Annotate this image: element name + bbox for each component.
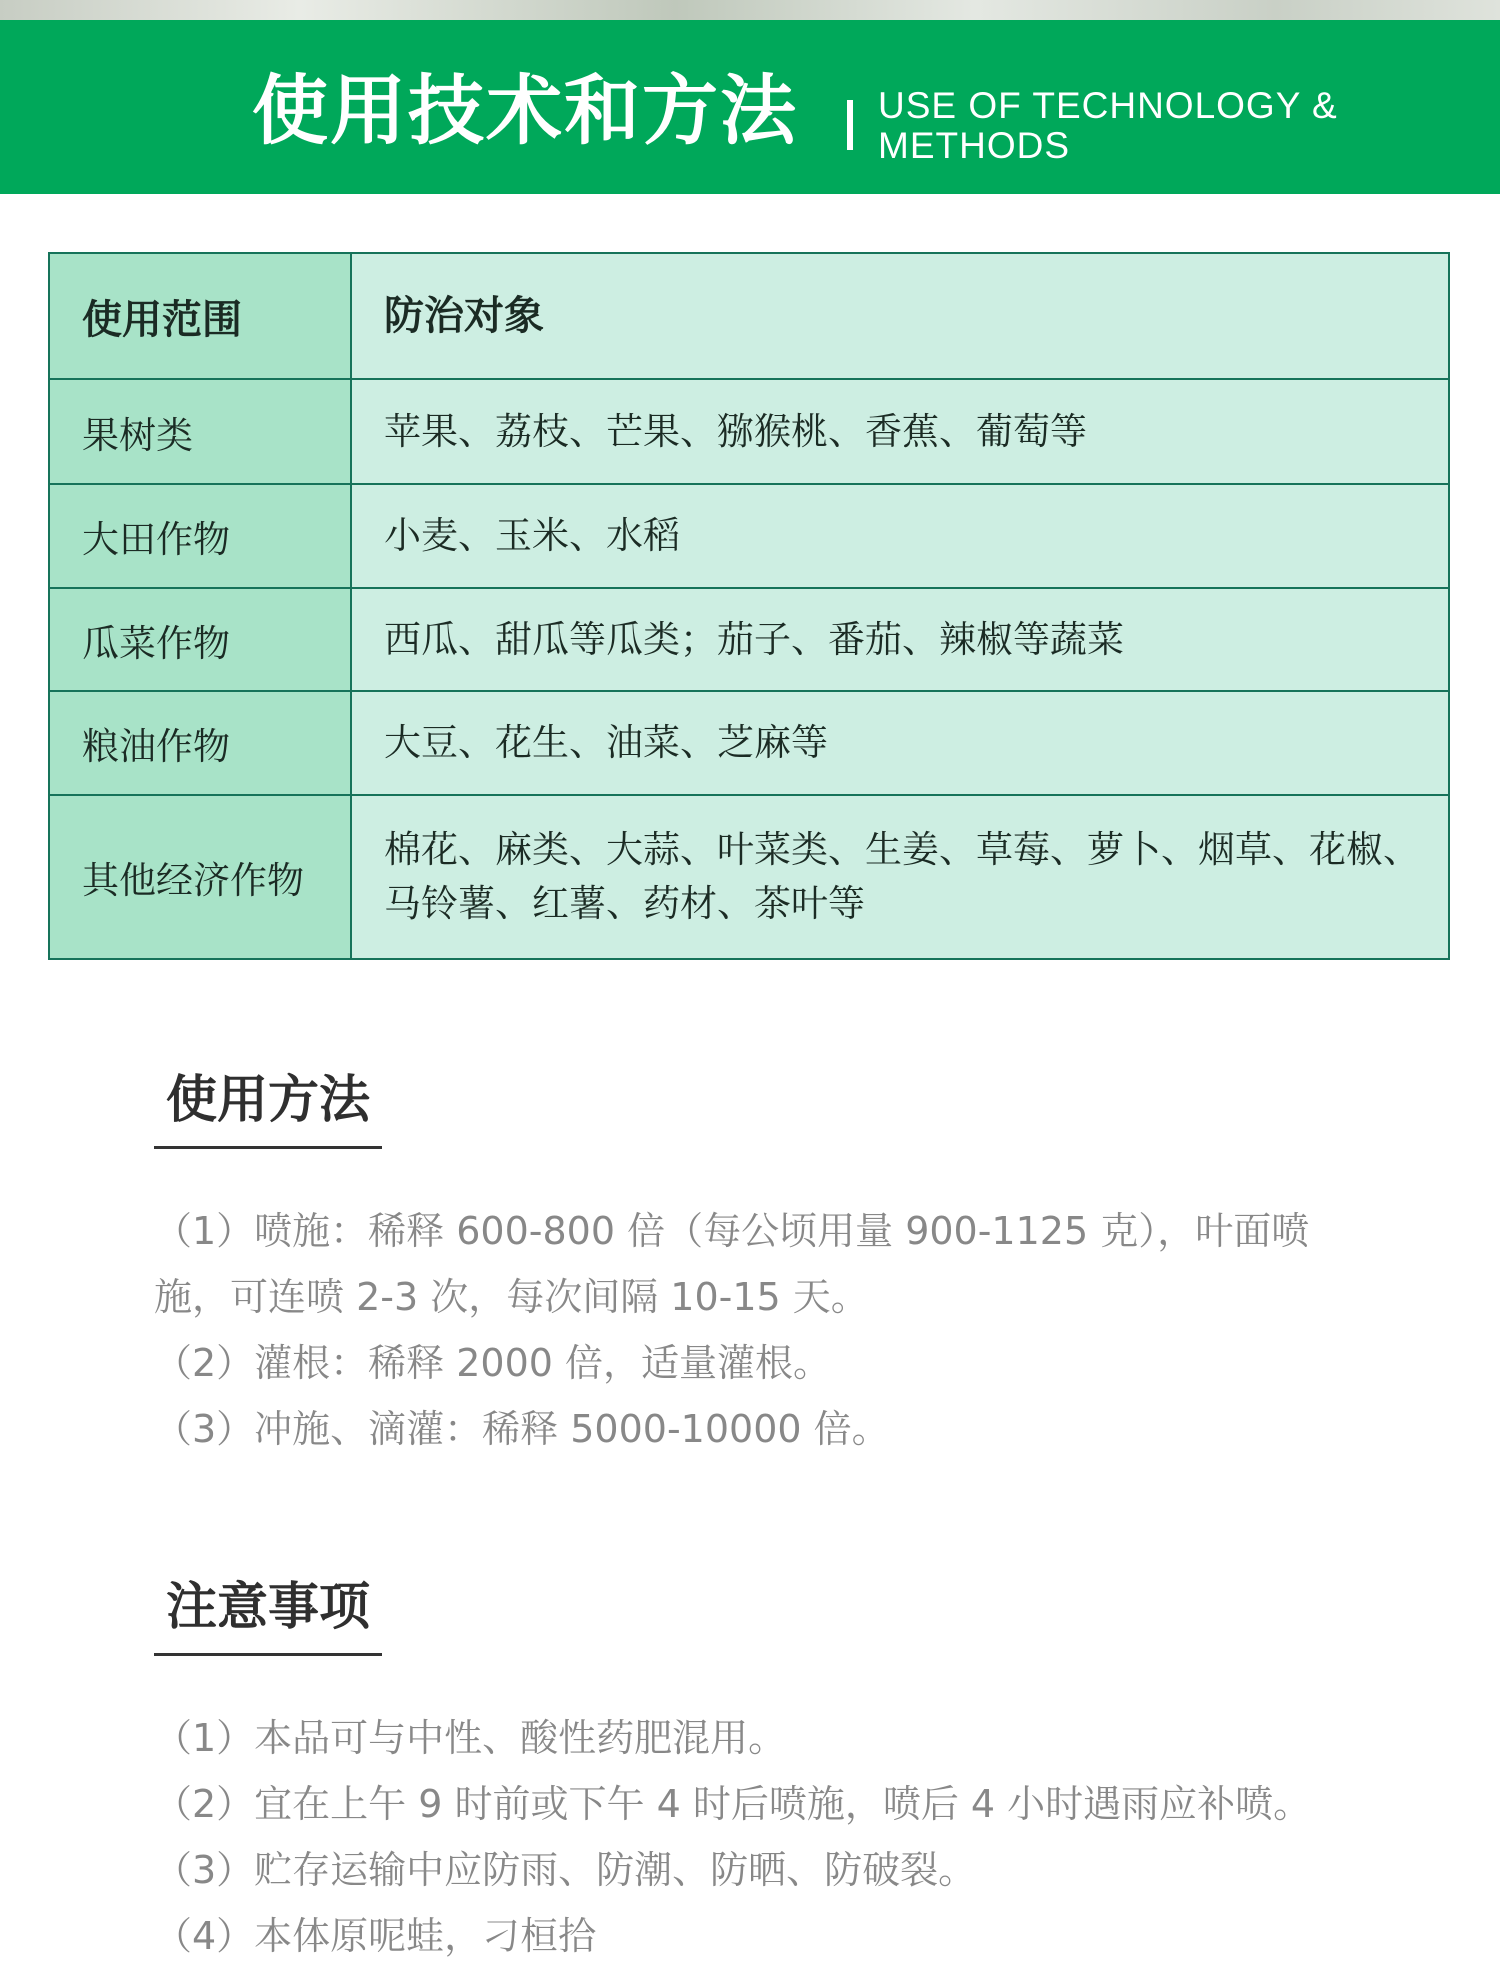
- notes-section-title: 注意事项: [154, 1575, 382, 1656]
- usage-item: （3）冲施、滴灌：稀释 5000-10000 倍。: [154, 1407, 890, 1451]
- table-row: [50, 692, 1448, 796]
- notes-item: （4）本体原呢蛙，刁桓拾: [154, 1914, 597, 1958]
- row-target: 苹果、荔枝、芒果、猕猴桃、香蕉、葡萄等: [384, 409, 1087, 453]
- row-scope: 瓜菜作物: [50, 589, 352, 690]
- notes-list: [154, 1705, 1354, 1969]
- row-target: 棉花、麻类、大蒜、叶菜类、生姜、草莓、萝卜、烟草、花椒、马铃薯、红薯、药材、茶叶等: [384, 828, 1420, 925]
- section-banner: [0, 20, 1500, 194]
- usage-section-title: 使用方法: [154, 1068, 382, 1149]
- row-scope: 果树类: [50, 380, 352, 483]
- usage-item: （1）喷施：稀释 600-800 倍（每公顷用量 900-1125 克），叶面喷施，可连喷 2-3 次，每次间隔 10-15 天。: [154, 1209, 1310, 1319]
- table-row: [50, 485, 1448, 589]
- banner-subtitle-en: USE OF TECHNOLOGY & METHODS: [878, 85, 1338, 166]
- row-scope: 其他经济作物: [50, 796, 352, 958]
- row-scope: 大田作物: [50, 485, 352, 587]
- table-row: [50, 589, 1448, 692]
- row-target: 小麦、玉米、水稻: [384, 514, 680, 557]
- table-row: [50, 380, 1448, 485]
- row-target: 大豆、花生、油菜、芝麻等: [384, 721, 828, 764]
- header-scope: 使用范围: [50, 254, 352, 378]
- notes-item: （3）贮存运输中应防雨、防潮、防晒、防破裂。: [154, 1848, 977, 1892]
- top-photo-strip: [0, 0, 1500, 20]
- banner-separator: [847, 100, 853, 150]
- header-target: 防治对象: [384, 293, 544, 339]
- table-row: [50, 796, 1448, 958]
- table-header-row: [50, 254, 1448, 380]
- usage-item: （2）灌根：稀释 2000 倍，适量灌根。: [154, 1341, 832, 1385]
- notes-item: （2）宜在上午 9 时前或下午 4 时后喷施，喷后 4 小时遇雨应补喷。: [154, 1782, 1312, 1826]
- row-target: 西瓜、甜瓜等瓜类；茄子、番茄、辣椒等蔬菜: [384, 617, 1124, 661]
- usage-list: [154, 1198, 1354, 1462]
- scope-table: [48, 252, 1450, 960]
- row-scope: 粮油作物: [50, 692, 352, 794]
- banner-title: 使用技术和方法: [252, 66, 798, 155]
- notes-item: （1）本品可与中性、酸性药肥混用。: [154, 1716, 787, 1760]
